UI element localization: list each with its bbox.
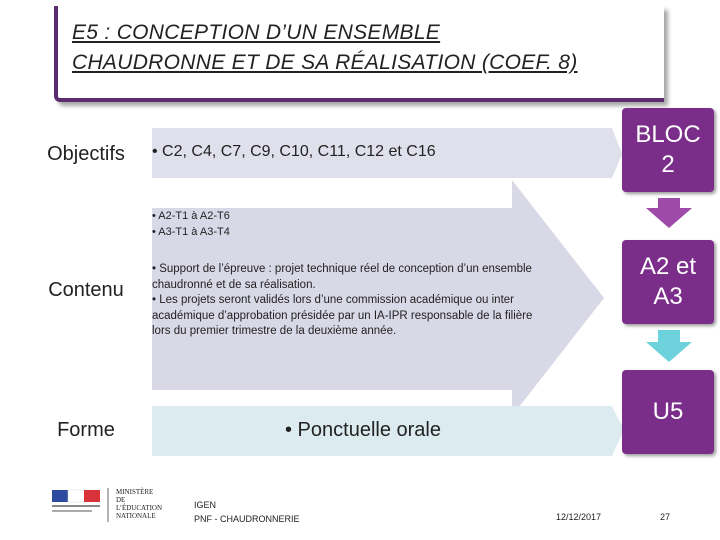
- bloc-line: 2: [661, 151, 675, 178]
- row-label-contenu: Contenu: [48, 279, 124, 301]
- contenu-paragraphs: [152, 262, 540, 340]
- bloc-line: A2 et: [639, 253, 697, 280]
- row-label-objectifs: Objectifs: [47, 143, 125, 165]
- bloc-line: U5: [652, 398, 684, 425]
- bloc-line: BLOC: [635, 121, 701, 148]
- down-arrow-icon: [646, 198, 692, 228]
- bloc-box-3: [622, 370, 714, 454]
- contenu-paragraph: • Les projets seront validés lors d’une commission académique ou inter académique d’approbation présidée par un IA-IPR responsable de la filière lors du premier trimestre de la deuxième année.: [152, 294, 533, 338]
- ministry-logo: [50, 488, 163, 527]
- footer-date: 12/12/2017: [556, 512, 602, 522]
- down-arrow-teal-icon: [646, 330, 692, 362]
- objectifs-text: • C2, C4, C7, C9, C10, C11, C12 et C16: [152, 143, 436, 160]
- forme-text: • Ponctuelle orale: [285, 419, 441, 441]
- footer-org-line-1: IGEN: [194, 500, 217, 510]
- ministry-line: DE L’ÉDUCATION: [116, 496, 163, 512]
- ministry-line: NATIONALE: [116, 512, 156, 520]
- contenu-list-item: • A3-T1 à A3-T4: [152, 226, 230, 238]
- bloc-line: A3: [653, 283, 683, 310]
- footer-org: [194, 500, 300, 524]
- title-line-2: CHAUDRONNE ET DE SA RÉALISATION (COEF. 8): [72, 51, 578, 74]
- ministry-line: MINISTÈRE: [116, 488, 154, 496]
- contenu-list: [152, 208, 230, 240]
- contenu-paragraph: • Support de l’épreuve : projet technique réel de conception d’un ensemble chaudronné et de sa réalisation.: [152, 263, 532, 291]
- contenu-list-item: • A2-T1 à A2-T6: [152, 210, 230, 222]
- bloc-box-1: [622, 108, 714, 192]
- footer-org-line-2: PNF - CHAUDRONNERIE: [194, 514, 300, 524]
- row-label-forme: Forme: [57, 419, 115, 441]
- page-number: 27: [660, 512, 671, 522]
- title-line-1: E5 : CONCEPTION D’UN ENSEMBLE: [72, 21, 441, 44]
- bloc-box-2: [622, 240, 714, 324]
- ministry-name: [116, 488, 162, 520]
